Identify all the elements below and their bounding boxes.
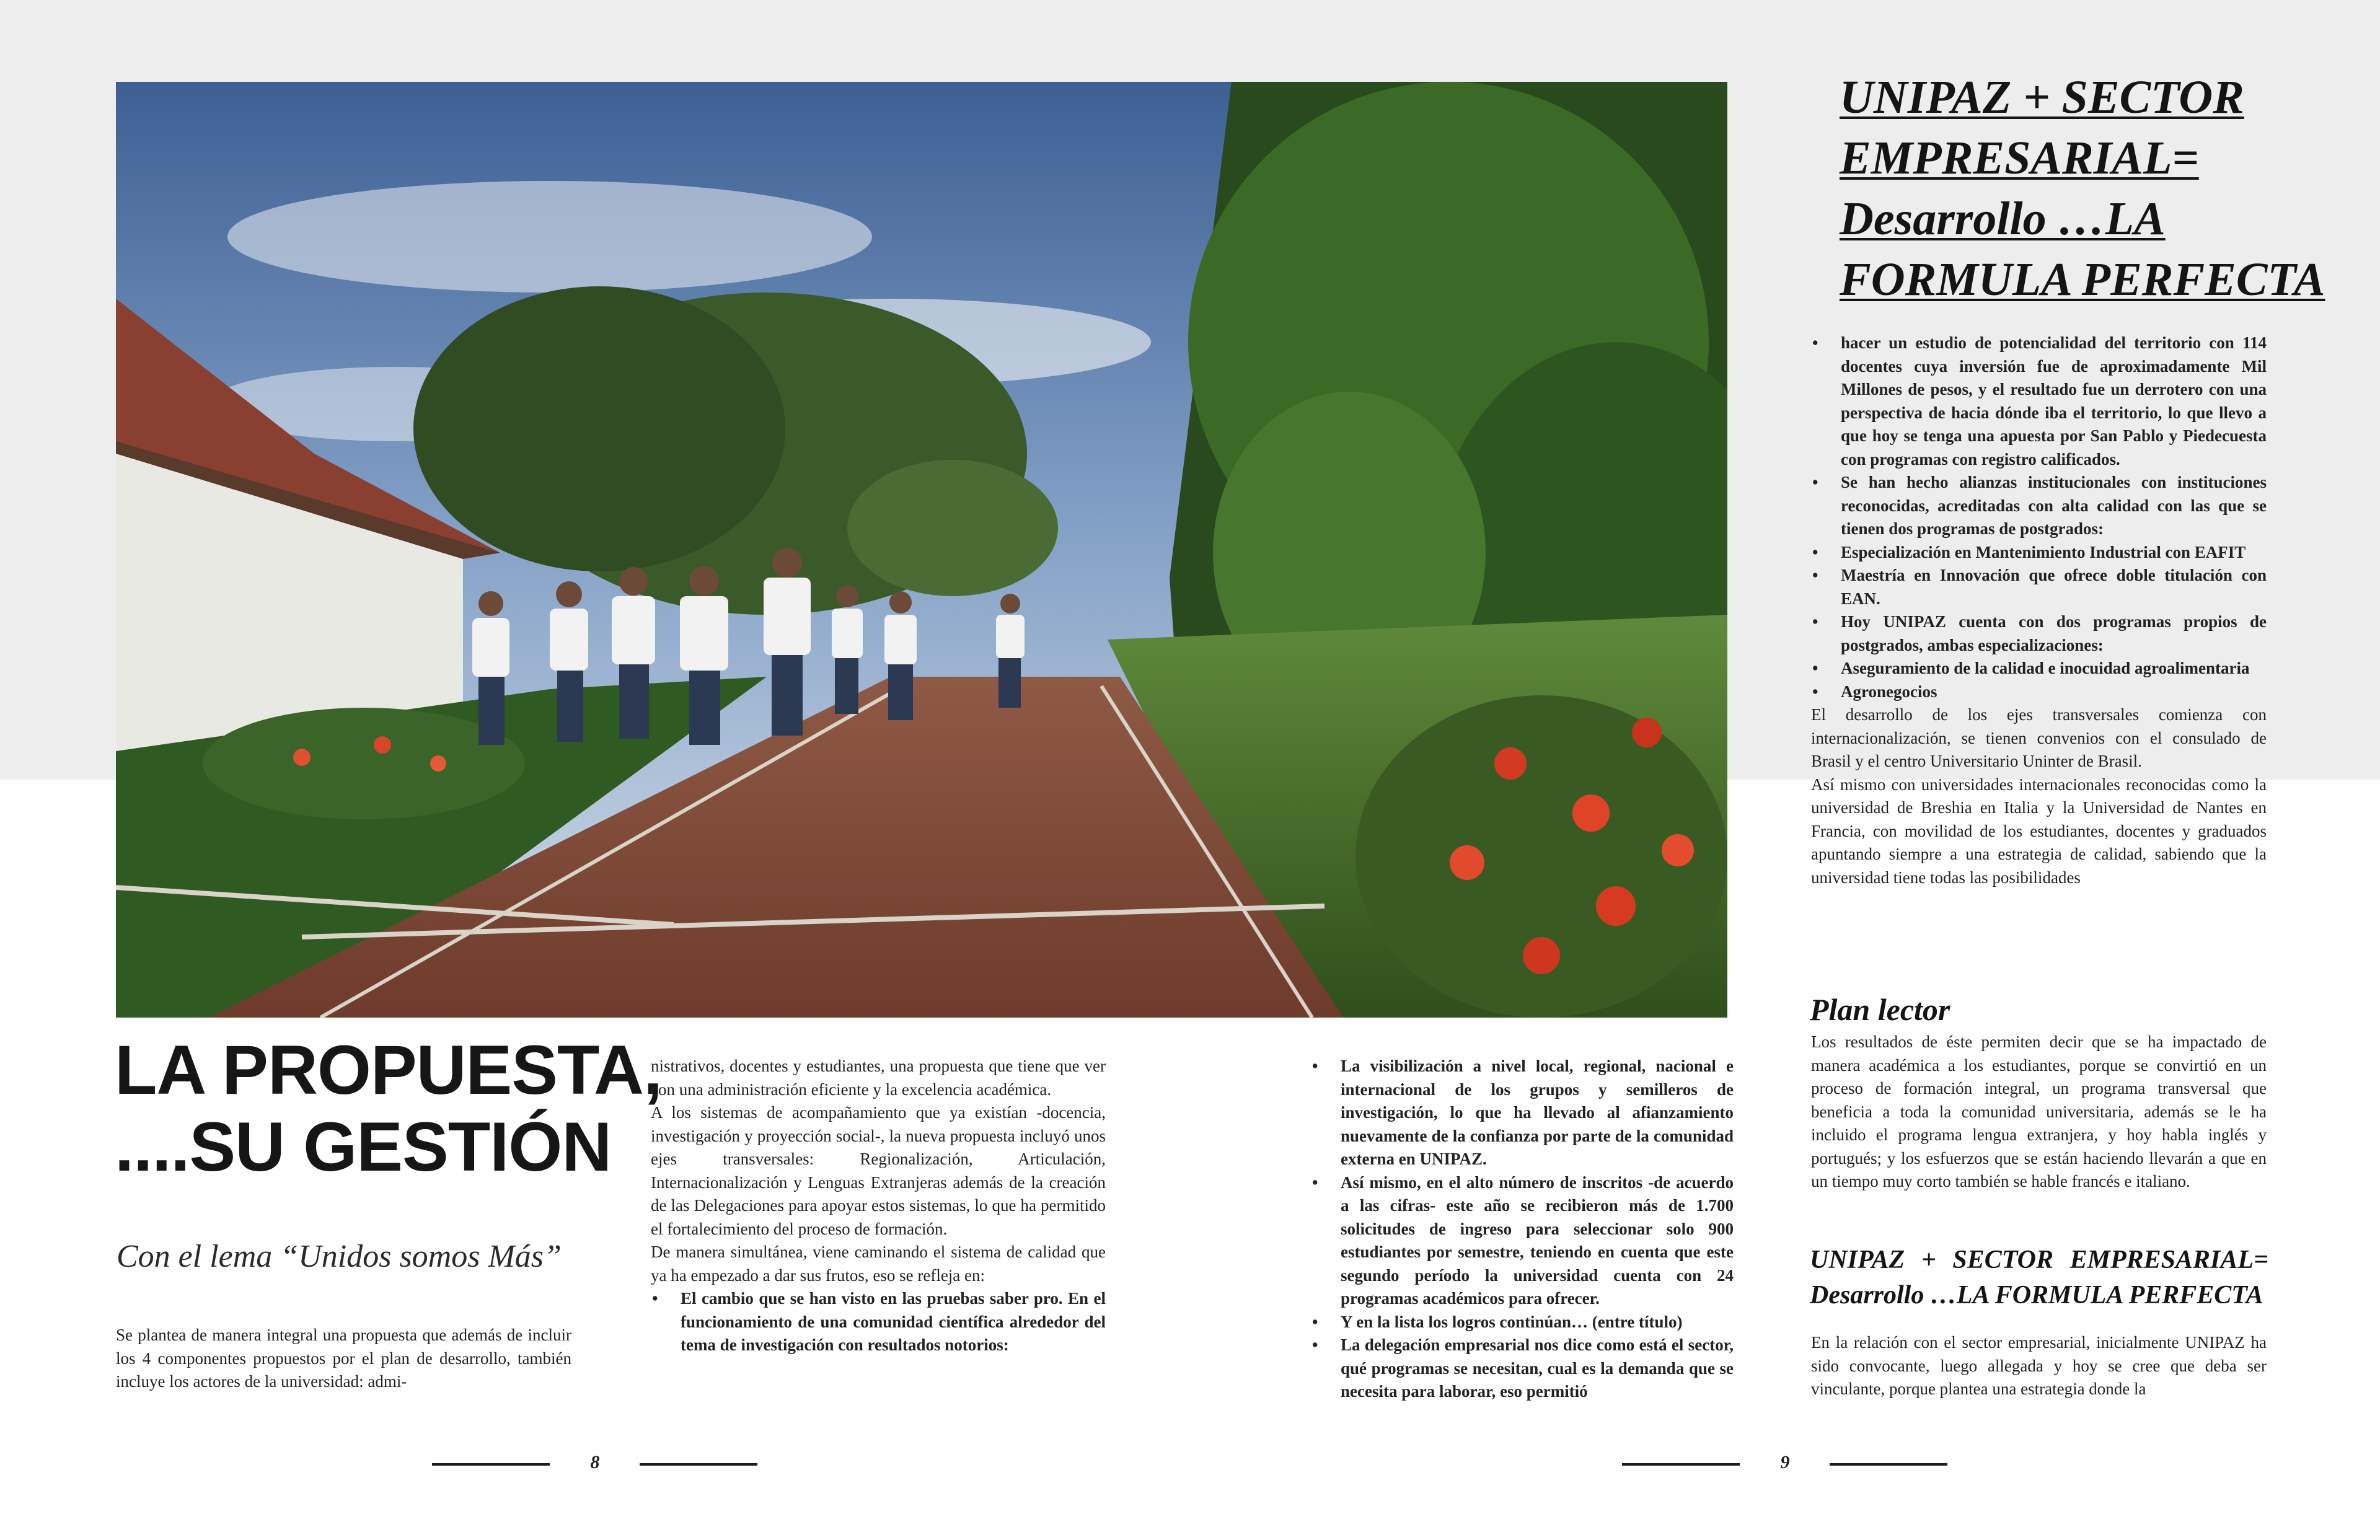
plan-lector-column [1811, 1031, 2267, 1194]
plan-lector-paragraph: Los resultados de éste permiten decir que se ha impactado de manera académica a los estudiantes, porque se convirtió en un proceso de formación integral, un programa transversal que beneficia a toda la comunidad universitaria, además se le ha incluido el programa lengua extranjera, y hoy habla inglés y portugués; y los esfuerzos que se están haciendo llevarán a que en un tiempo muy corto también se hable francés e italiano. [1811, 1032, 2267, 1190]
col2-bullet-list [651, 1287, 1106, 1357]
col4-bullet-5: • Aseguramiento de la calidad e inocuidad agroalimentaria [1841, 657, 2267, 680]
subheading-word-1: UNIPAZ [1810, 1246, 1905, 1274]
page-8-rule-right [640, 1463, 757, 1466]
col3-bullet-list [1311, 1055, 1734, 1404]
col4-paragraph-2: El desarrollo de los ejes transversales comienza con internacionalización, se tienen convenios con el consulado de Brasil y el centro Universitario Uninter de Brasil. [1811, 705, 2267, 770]
col4-bullet-2: • Especialización en Mantenimiento Industrial con EAFIT [1841, 541, 2267, 565]
subheading-word-4: EMPRESARIAL= [2069, 1246, 2268, 1274]
col2-paragraph-1: nistrativos, docentes y estudiantes, una propuesta que tiene que ver con una administración eficiente y la excelencia académica. [651, 1057, 1106, 1099]
col2-bullet-1: • El cambio que se han visto en las pruebas saber pro. En el funcionamiento de una comunidad científica alrededor del tema de investigación con resultados notorios: [681, 1287, 1106, 1357]
rtitle-line-2: EMPRESARIAL= [1840, 132, 2199, 184]
col3-bullet-2: • Así mismo, en el alto número de inscritos -de acuerdo a las cifras- este año se recibieron más de 1.700 solicitudes de ingreso para seleccionar solo 900 estudiantes por semestre, teniendo en cuenta que este segundo período la universidad cuenta con 24 programas académicos para ofrecer. [1341, 1171, 1734, 1311]
subheading-line-1 [1810, 1243, 2268, 1278]
col4-bullet-3: • Maestría en Innovación que ofrece doble titulación con EAN. [1841, 564, 2267, 610]
subheading-line-2: Desarrollo …LA FORMULA PERFECTA [1810, 1281, 2263, 1309]
col3-bullet-4: • La delegación empresarial nos dice como está el sector, qué programas se necesitan, cual es la demanda que se necesita para laborar, eso permitió [1341, 1334, 1734, 1404]
col4-bullet-6: • Agronegocios [1841, 680, 2267, 704]
page-9-rule-left [1622, 1463, 1740, 1466]
left-column-2 [651, 1055, 1106, 1357]
left-page-title [115, 1031, 663, 1186]
col4-bullet-4: • Hoy UNIPAZ cuenta con dos programas propios de postgrados, ambas especializaciones: [1841, 610, 2267, 657]
final-paragraph: En la relación con el sector empresarial, inicialmente UNIPAZ ha sido convocante, luego allegada y hoy se cree que deba ser vinculante, porque plantea una estrategia donde la [1811, 1333, 2267, 1398]
col1-paragraph: Se plantea de manera integral una propuesta que además de incluir los 4 componentes propuestos por el plan de desarrollo, también incluye los actores de la universidad: admi- [116, 1326, 571, 1391]
col3-bullet-3: • Y en la lista los logros continúan… (entre título) [1341, 1311, 1734, 1334]
page-8-rule-left [432, 1463, 550, 1466]
subheading-word-3: SECTOR [1952, 1246, 2054, 1274]
title-line-2: ....SU GESTIÓN [115, 1108, 612, 1186]
page-number-8: 8 [590, 1452, 600, 1472]
page-9-rule-right [1830, 1463, 1947, 1466]
col2-paragraph-2: A los sistemas de acompañamiento que ya existían -docencia, investigación y proyección social-, la nueva propuesta incluyó unos ejes transversales: Regionalización, Articulación, Internacionalización y Lenguas Extranjeras además de la creación de las Delegaciones para apoyar estos sistemas, lo que ha permitido el fortalecimiento del proceso de formación. [651, 1103, 1106, 1238]
right-page-title [1840, 67, 2360, 310]
right-column [1811, 332, 2267, 889]
col4-paragraph-1-text: hacer un estudio de potencialidad del territorio con 114 docentes cuya inversión fue de aproximadamente Mil Millones de pesos, y el resultado fue un derrotero con una perspectiva de hacia dónde iba el territorio, lo que llevo a que hoy se tenga una apuesta por San Pablo y Piedecuesta con programas con registro calificados. [1841, 333, 2267, 469]
lema-subtitle: Con el lema “Unidos somos Más” [117, 1239, 562, 1274]
unipaz-subheading [1810, 1243, 2268, 1313]
final-column [1811, 1331, 2267, 1401]
left-column-1 [116, 1324, 571, 1394]
title-line-1: LA PROPUESTA, [115, 1031, 663, 1109]
col4-intro [1811, 332, 2267, 471]
col4-paragraph-3: Así mismo con universidades internacionales reconocidas como la universidad de Breshia en Italia y la Universidad de Nantes en Francia, con movilidad de los estudiantes, docentes y graduados apuntando siempre a una estrategia de calidad, sabiendo que la universidad tiene todas las posibilidades [1811, 775, 2267, 887]
rtitle-line-4: FORMULA PERFECTA [1840, 253, 2325, 306]
col3-bullet-1: • La visibilización a nivel local, regional, nacional e internacional de los grupos y semilleros de investigación, lo que ha llevado al afianzamiento nuevamente de la confianza por parte de la comunidad externa en UNIPAZ. [1341, 1055, 1734, 1171]
campus-photo [116, 82, 1727, 1018]
col4-paragraph-1 [1841, 332, 2267, 471]
rtitle-line-3: Desarrollo …LA [1840, 193, 2166, 245]
subheading-word-2: + [1921, 1246, 1936, 1274]
col2-paragraph-3: De manera simultánea, viene caminando el sistema de calidad que ya ha empezado a dar sus frutos, eso se refleja en: [651, 1243, 1106, 1285]
left-column-3 [1311, 1055, 1734, 1404]
col4-bullet-1: • Se han hecho alianzas institucionales con instituciones reconocidas, acreditadas con alta calidad con las que se tienen dos programas de postgrados: [1841, 471, 2267, 541]
page-number-9: 9 [1780, 1452, 1790, 1472]
plan-lector-heading: Plan lector [1810, 992, 1950, 1027]
col4-bullet-list [1811, 471, 2267, 703]
rtitle-line-1: UNIPAZ + SECTOR [1840, 71, 2244, 123]
